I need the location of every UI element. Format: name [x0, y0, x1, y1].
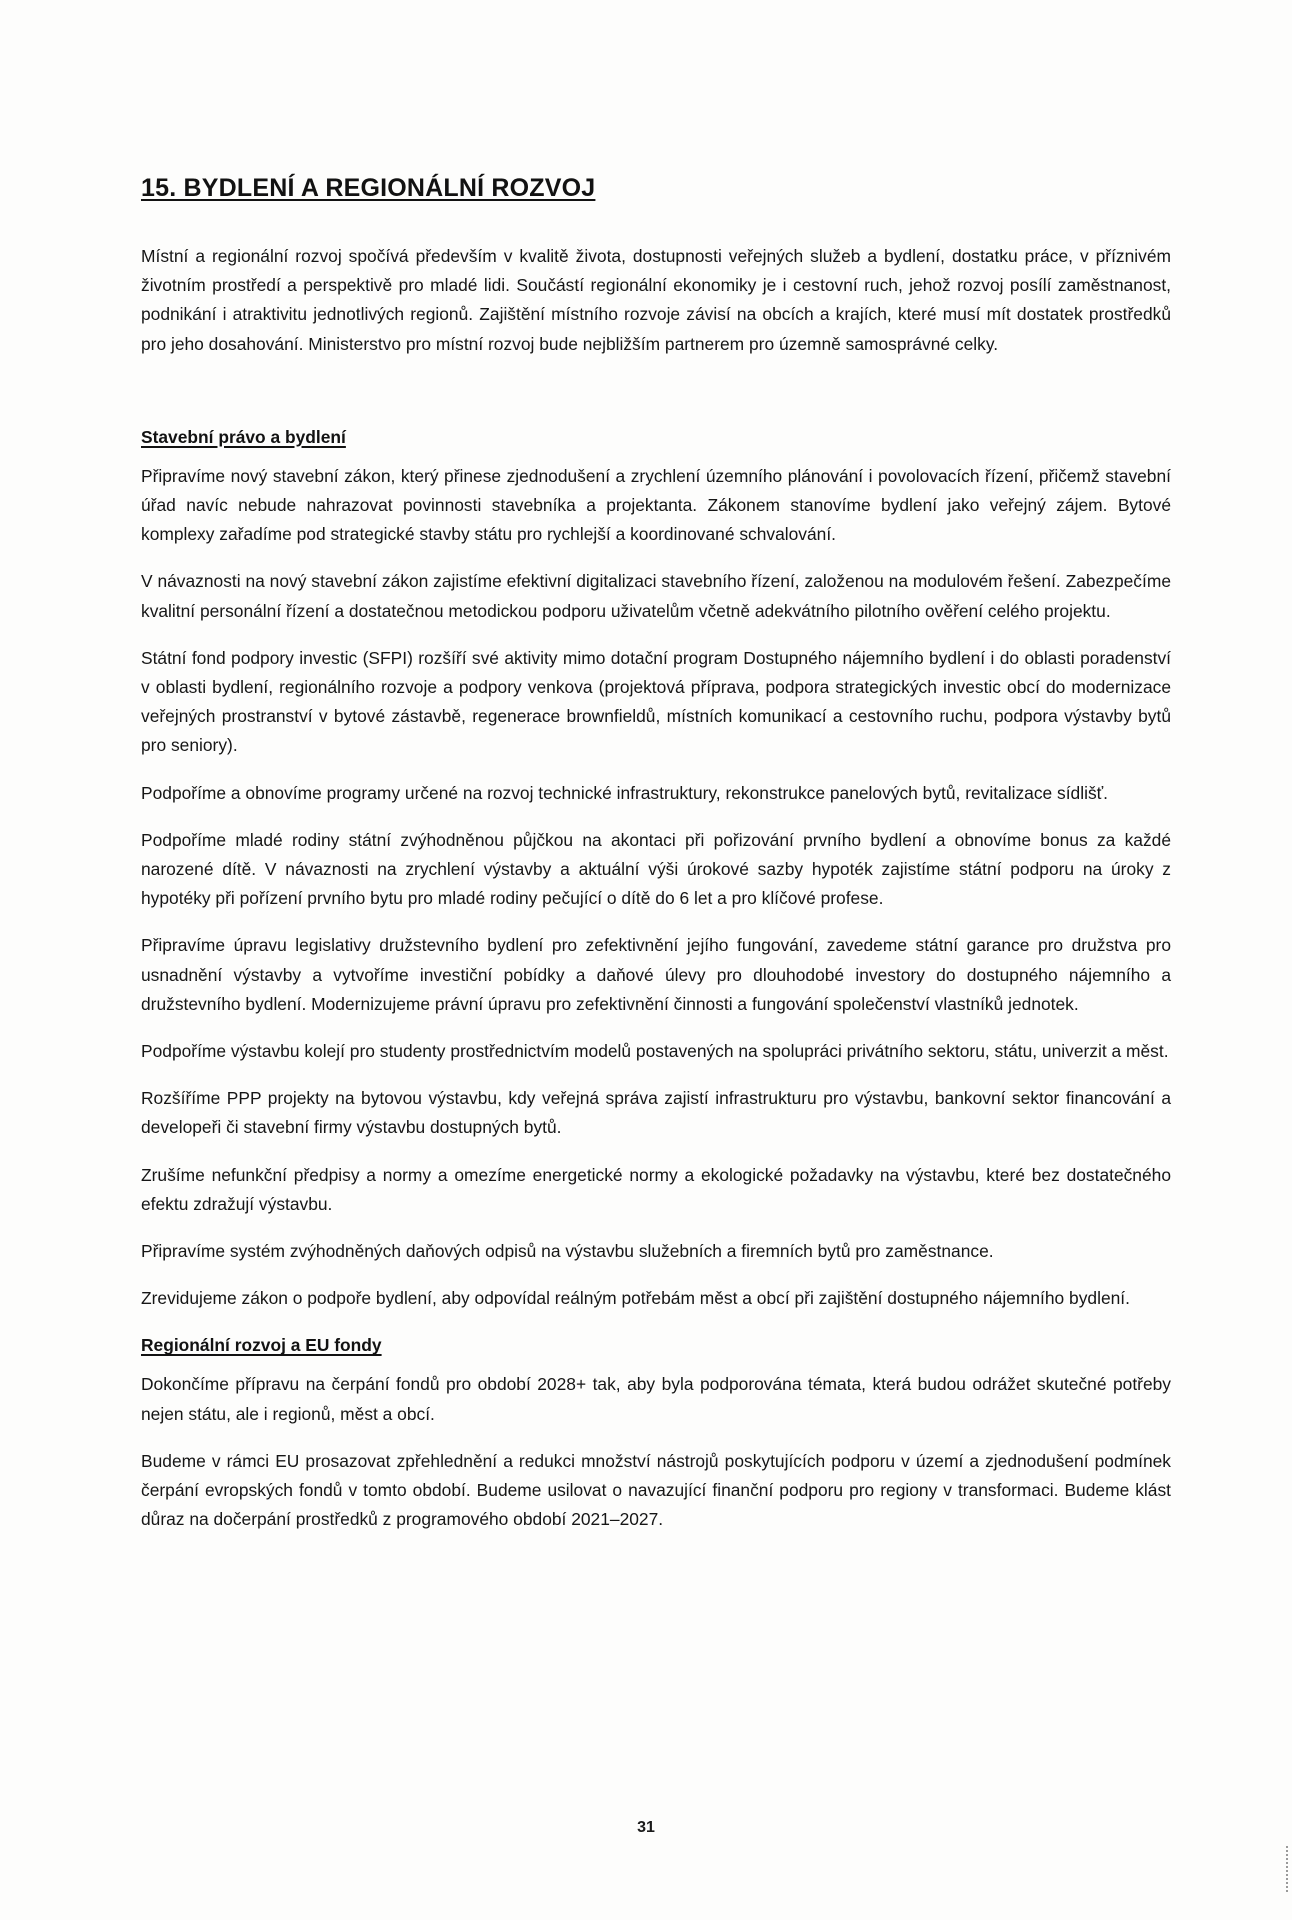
- section-heading-regional-development: Regionální rozvoj a EU fondy: [141, 1335, 382, 1356]
- page-number: 31: [637, 1819, 655, 1836]
- paragraph: Státní fond podpory investic (SFPI) rozšíří své aktivity mimo dotační program Dostupného nájemního bydlení i do oblasti poradenství v oblasti bydlení, regionálního rozvoje a podpory venkova (projektová příprava, podpora strategických investic obcí do modernizace veřejných prostranství v bytové zástavbě, regenerace brownfieldů, místních komunikací a cestovního ruchu, podpora výstavby bytů pro seniory).: [141, 647, 1171, 756]
- paragraph: Dokončíme přípravu na čerpání fondů pro období 2028+ tak, aby byla podporována témata, která budou odrážet skutečné potřeby nejen státu, ale i regionů, měst a obcí.: [141, 1374, 1171, 1424]
- page-content: [141, 172, 1171, 1553]
- paragraph: Rozšíříme PPP projekty na bytovou výstavbu, kdy veřejná správa zajistí infrastrukturu pro výstavbu, bankovní sektor financování a developeři či stavební firmy výstavbu dostupných bytů.: [141, 1088, 1171, 1138]
- paragraph: Zrevidujeme zákon o podpoře bydlení, aby odpovídal reálným potřebám měst a obcí při zajištění dostupného nájemního bydlení.: [141, 1288, 1130, 1309]
- scan-edge-mark: [1283, 1846, 1288, 1892]
- paragraph: Podpoříme výstavbu kolejí pro studenty prostřednictvím modelů postavených na spolupráci privátního sektoru, státu, univerzit a měst.: [141, 1041, 1169, 1062]
- intro-paragraph: Místní a regionální rozvoj spočívá především v kvalitě života, dostupnosti veřejných služeb a bydlení, dostatku práce, v příznivém životním prostředí a perspektivě pro mladé lidi. Součástí regionální ekonomiky je i cestovní ruch, jehož rozvoj posílí zaměstnanost, podnikání i atraktivitu jednotlivých regionů. Zajištění místního rozvoje závisí na obcích a krajích, které musí mít dostatek prostředků pro jeho dosahování. Ministerstvo pro místní rozvoj bude nejbližším partnerem pro územně samosprávné celky.: [141, 246, 1171, 354]
- paragraph: Připravíme nový stavební zákon, který přinese zjednodušení a zrychlení územního plánování i povolovacích řízení, přičemž stavební úřad navíc nebude nahrazovat povinnosti stavebníka a projektanta. Zákonem stanovíme bydlení jako veřejný zájem. Bytové komplexy zařadíme pod strategické stavby státu pro rychlejší a koordinované schvalování.: [141, 465, 1171, 545]
- paragraph: Podpoříme a obnovíme programy určené na rozvoj technické infrastruktury, rekonstrukce panelových bytů, revitalizace sídlišť.: [141, 782, 1108, 803]
- paragraph: V návaznosti na nový stavební zákon zajistíme efektivní digitalizaci stavebního řízení, založenou na modulovém řešení. Zabezpečíme kvalitní personální řízení a dostatečnou metodickou podporu uživatelům včetně adekvátního pilotního ověření celého projektu.: [141, 571, 1171, 621]
- paragraph: Budeme v rámci EU prosazovat zpřehlednění a redukci množství nástrojů poskytujících podporu v území a zjednodušení podmínek čerpání evropských fondů v tomto období. Budeme usilovat o navazující finanční podporu pro regiony v transformaci. Budeme klást důraz na dočerpání prostředků z programového období 2021–2027.: [141, 1450, 1171, 1530]
- paragraph: Připravíme systém zvýhodněných daňových odpisů na výstavbu služebních a firemních bytů pro zaměstnance.: [141, 1241, 994, 1262]
- paragraph: Podpoříme mladé rodiny státní zvýhodněnou půjčkou na akontaci při pořizování prvního bydlení a obnovíme bonus za každé narozené dítě. V návaznosti na zrychlení výstavby a aktuální výši úrokové sazby hypoték zajistíme státní podporu na úroky z hypotéky při pořízení prvního bytu pro mladé rodiny pečující o dítě do 6 let a pro klíčové profese.: [141, 829, 1171, 909]
- paragraph: Zrušíme nefunkční předpisy a normy a omezíme energetické normy a ekologické požadavky na výstavbu, které bez dostatečného efektu zdražují výstavbu.: [141, 1164, 1171, 1214]
- paragraph: Připravíme úpravu legislativy družstevního bydlení pro zefektivnění jejího fungování, zavedeme státní garance pro družstva pro usnadnění výstavby a vytvoříme investiční pobídky a daňové úlevy pro dlouhodobé investory do dostupného nájemního a družstevního bydlení. Modernizujeme právní úpravu pro zefektivnění činnosti a fungování společenství vlastníků jednotek.: [141, 935, 1171, 1014]
- page-title: 15. BYDLENÍ A REGIONÁLNÍ ROZVOJ: [141, 174, 596, 202]
- section-heading-building-law: Stavební právo a bydlení: [141, 426, 346, 447]
